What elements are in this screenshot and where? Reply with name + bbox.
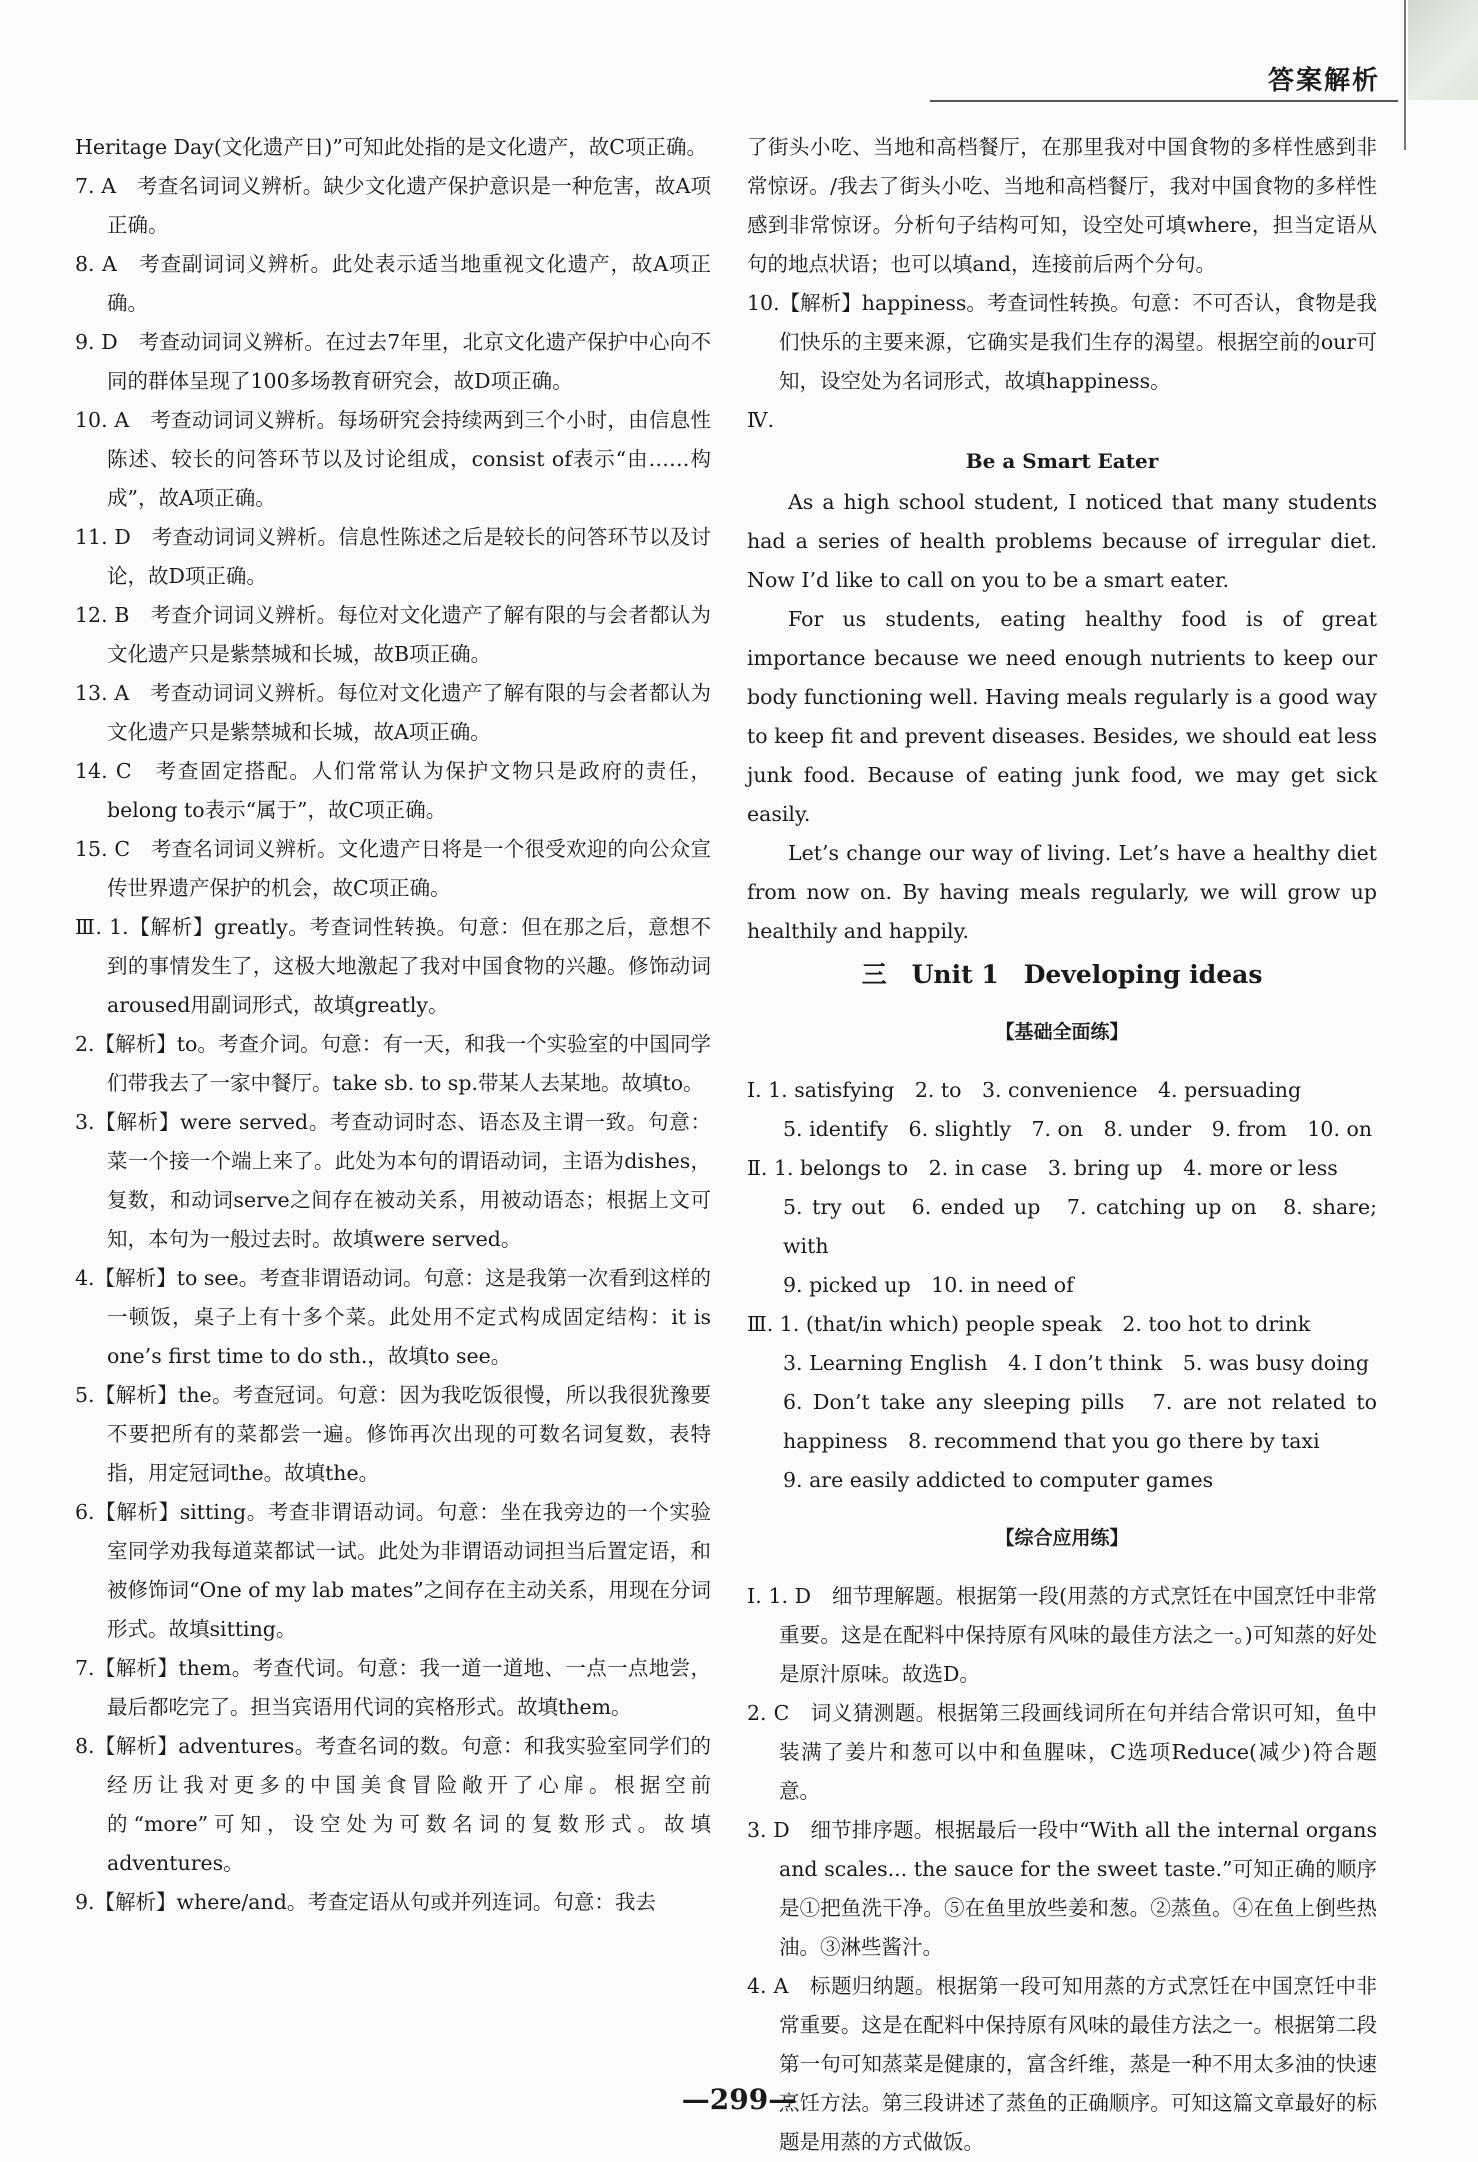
answer-item: 3.【解析】were served。考查动词时态、语态及主谓一致。句意：菜一个接一个端上来了。此处为本句的谓语动词，主语为dishes，复数，和动词serve之间存在被动关系，用被动语态；根据上文可知，本句为一般过去时。故填were served。 xyxy=(75,1110,711,1251)
answer-item: 10. A 考查动词词义辨析。每场研究会持续两到三个小时，由信息性陈述、较长的问答环节以及讨论组成，consist of表示“由……构成”，故A项正确。 xyxy=(75,408,711,510)
essay-paragraph: Let’s change our way of living. Let’s have a healthy diet from now on. By having meals regularly, we will grow up healthily and happily. xyxy=(747,841,1377,943)
answer-item: 14. C 考查固定搭配。人们常常认为保护文物只是政府的责任，belong to表示“属于”，故C项正确。 xyxy=(75,759,711,822)
answer-line: 6. Don’t take any sleeping pills 7. are not related to happiness 8. recommend that you go there by taxi xyxy=(783,1390,1377,1453)
answer-item: 2. C 词义猜测题。根据第三段画线词所在句并结合常识可知，鱼中装满了姜片和葱可以中和鱼腥味，C选项Reduce(减少)符合题意。 xyxy=(747,1701,1377,1803)
page-number: —299— xyxy=(681,2083,797,2116)
answer-item: 6.【解析】sitting。考查非谓语动词。句意：坐在我旁边的一个实验室同学劝我每道菜都试一试。此处为非谓语动词担当后置定语，和被修饰词“One of my lab mates”之间存在主动关系，用现在分词形式。故填sitting。 xyxy=(75,1500,711,1641)
header-rule xyxy=(930,100,1398,102)
answer-item: 12. B 考查介词词义辨析。每位对文化遗产了解有限的与会者都认为文化遗产只是紫禁城和长城，故B项正确。 xyxy=(75,603,711,666)
header-label: 答案解析 xyxy=(1267,66,1380,96)
answer-item: 8.【解析】adventures。考查名词的数。句意：和我实验室同学们的经历让我对更多的中国美食冒险敞开了心扉。根据空前的“more”可知，设空处为可数名词的复数形式。故填adventures。 xyxy=(75,1734,711,1875)
right-column xyxy=(747,128,1377,2162)
left-continuation: Heritage Day(文化遗产日)”可知此处指的是文化遗产，故C项正确。 xyxy=(75,135,707,159)
answer-item: 2.【解析】to。考查介词。句意：有一天，和我一个实验室的中国同学们带我去了一家中餐厅。take sb. to sp.带某人去某地。故填to。 xyxy=(75,1032,711,1095)
left-column xyxy=(75,128,711,1922)
essay-title: Be a Smart Eater xyxy=(965,449,1159,473)
answer-line: 9. are easily addicted to computer games xyxy=(783,1468,1214,1492)
section-label: Ⅳ. xyxy=(747,408,774,432)
section-heading: 【综合应用练】 xyxy=(995,1527,1129,1549)
answer-item: 13. A 考查动词词义辨析。每位对文化遗产了解有限的与会者都认为文化遗产只是紫禁城和长城，故A项正确。 xyxy=(75,681,711,744)
essay-paragraph: For us students, eating healthy food is of great importance because we need enough nutrients to keep our body functioning well. Having meals regularly is a good way to keep fit and prevent diseases. Besides, we should eat less junk food. Because of eating junk food, we may get sick easily. xyxy=(747,607,1377,826)
answer-item: 4.【解析】to see。考查非谓语动词。句意：这是我第一次看到这样的一顿饭，桌子上有十多个菜。此处用不定式构成固定结构：it is one’s first time to do sth.，故填to see。 xyxy=(75,1266,711,1368)
answer-item: 8. A 考查副词词义辨析。此处表示适当地重视文化遗产，故A项正确。 xyxy=(75,252,711,315)
right-continuation: 了街头小吃、当地和高档餐厅，在那里我对中国食物的多样性感到非常惊讶。/我去了街头小吃、当地和高档餐厅，我对中国食物的多样性感到非常惊讶。分析句子结构可知，设空处可填where，担当定语从句的地点状语；也可以填and，连接前后两个分句。 xyxy=(747,135,1377,276)
corner-decoration xyxy=(1408,0,1478,100)
answer-line: 3. Learning English 4. I don’t think 5. was busy doing xyxy=(783,1351,1369,1375)
answer-line: Ⅱ. 1. belongs to 2. in case 3. bring up 4. more or less xyxy=(747,1156,1338,1180)
answer-line: 9. picked up 10. in need of xyxy=(783,1273,1074,1297)
answer-item: 9. D 考查动词词义辨析。在过去7年里，北京文化遗产保护中心向不同的群体呈现了100多场教育研究会，故D项正确。 xyxy=(75,330,711,393)
answer-item: 11. D 考查动词词义辨析。信息性陈述之后是较长的问答环节以及讨论，故D项正确。 xyxy=(75,525,711,588)
answer-item: 9.【解析】where/and。考查定语从句或并列连词。句意：我去 xyxy=(75,1890,656,1914)
answer-item: 7.【解析】them。考查代词。句意：我一道一道地、一点一点地尝，最后都吃完了。担当宾语用代词的宾格形式。故填them。 xyxy=(75,1656,711,1719)
answer-line: 5. identify 6. slightly 7. on 8. under 9. from 10. on xyxy=(783,1117,1373,1141)
answer-line: Ⅲ. 1. (that/in which) people speak 2. too hot to drink xyxy=(747,1312,1311,1336)
answer-item: 5.【解析】the。考查冠词。句意：因为我吃饭很慢，所以我很犹豫要不要把所有的菜都尝一遍。修饰再次出现的可数名词复数，表特指，用定冠词the。故填the。 xyxy=(75,1383,711,1485)
vertical-rule xyxy=(1404,0,1406,150)
answer-item: 3. D 细节排序题。根据最后一段中“With all the internal organs and scales... the sauce for the sweet taste.”可知正确的顺序是①把鱼洗干净。⑤在鱼里放些姜和葱。②蒸鱼。④在鱼上倒些热油。③淋些酱汁。 xyxy=(747,1818,1377,1959)
answer-line: Ⅰ. 1. satisfying 2. to 3. convenience 4. persuading xyxy=(747,1078,1302,1102)
answer-item: 10.【解析】happiness。考查词性转换。句意：不可否认，食物是我们快乐的主要来源，它确实是我们生存的渴望。根据空前的our可知，设空处为名词形式，故填happiness。 xyxy=(747,291,1377,393)
unit-title: 三 Unit 1 Developing ideas xyxy=(861,960,1263,989)
answer-item: 15. C 考查名词词义辨析。文化遗产日将是一个很受欢迎的向公众宣传世界遗产保护的机会，故C项正确。 xyxy=(75,837,711,900)
answer-item: Ⅰ. 1. D 细节理解题。根据第一段(用蒸的方式烹饪在中国烹饪中非常重要。这是在配料中保持原有风味的最佳方法之一。)可知蒸的好处是原汁原味。故选D。 xyxy=(747,1584,1377,1686)
section-heading: 【基础全面练】 xyxy=(995,1021,1129,1043)
answer-item: Ⅲ. 1.【解析】greatly。考查词性转换。句意：但在那之后，意想不到的事情发生了，这极大地激起了我对中国食物的兴趣。修饰动词aroused用副词形式，故填greatly。 xyxy=(75,915,711,1017)
essay-paragraph: As a high school student, I noticed that many students had a series of health problems because of irregular diet. Now I’d like to call on you to be a smart eater. xyxy=(747,490,1377,592)
answer-line: 5. try out 6. ended up 7. catching up on 8. share; with xyxy=(783,1195,1377,1258)
answer-item: 4. A 标题归纳题。根据第一段可知用蒸的方式烹饪在中国烹饪中非常重要。这是在配料中保持原有风味的最佳方法之一。根据第二段第一句可知蒸菜是健康的，富含纤维，蒸是一种不用太多油的快速烹饪方法。第三段讲述了蒸鱼的正确顺序。可知这篇文章最好的标题是用蒸的方式做饭。 xyxy=(747,1974,1377,2154)
answer-item: 7. A 考查名词词义辨析。缺少文化遗产保护意识是一种危害，故A项正确。 xyxy=(75,174,711,237)
